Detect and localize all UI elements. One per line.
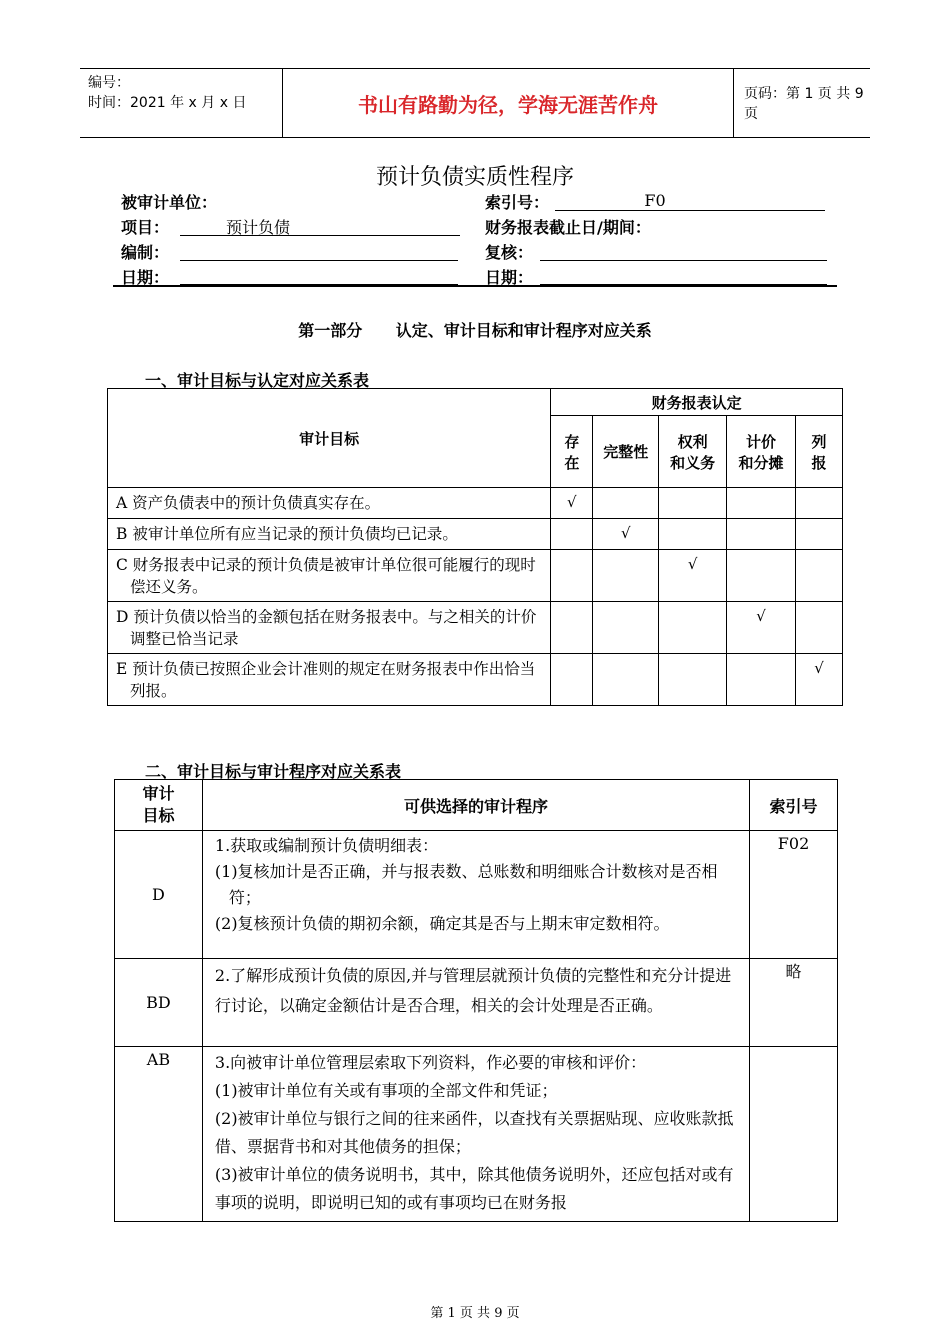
- check-cell: [796, 488, 843, 519]
- goal-text: E 预计负债已按照企业会计准则的规定在财务报表中作出恰当列报。: [108, 654, 551, 706]
- check-cell: √: [796, 654, 843, 706]
- table-row: [108, 654, 843, 706]
- goal-text: D 预计负债以恰当的金额包括在财务报表中。与之相关的计价调整已恰当记录: [108, 602, 551, 654]
- check-cell: [659, 602, 727, 654]
- section2-title: 二、审计目标与审计程序对应关系表: [145, 762, 402, 781]
- check-cell: [551, 654, 593, 706]
- section1-title: 一、审计目标与认定对应关系表: [145, 371, 370, 390]
- procedure-table: [114, 779, 838, 1222]
- check-cell: √: [551, 488, 593, 519]
- date2-label: 日期：: [485, 268, 534, 287]
- check-cell: [593, 488, 659, 519]
- check-cell: [551, 550, 593, 602]
- check-cell: √: [593, 519, 659, 550]
- check-cell: [551, 602, 593, 654]
- part-title: 第一部分 认定、审计目标和审计程序对应关系: [298, 321, 652, 340]
- table-row: [115, 959, 838, 1047]
- table-row: [108, 488, 843, 519]
- col-header-procedure: 可供选择的审计程序: [202, 780, 749, 831]
- check-cell: [796, 550, 843, 602]
- header-page-info: 页码：第 1 页 共 9 页: [744, 86, 864, 122]
- table-row: [108, 602, 843, 654]
- col-header-existence: 存 在: [551, 416, 593, 488]
- number-label: 编号：: [88, 75, 130, 91]
- procedure-text: 1.获取或编制预计负债明细表： (1)复核加计是否正确，并与报表数、总账数和明细账合计数核对是否相符； (2)复核预计负债的期初余额，确定其是否与上期末审定数相符。: [202, 831, 749, 959]
- check-cell: [727, 519, 796, 550]
- goal-code: D: [115, 831, 203, 959]
- col-header-goal: 审计目标: [108, 389, 551, 488]
- prepared-underline: [180, 260, 458, 261]
- index-code: 略: [750, 959, 838, 1047]
- index-underline: [555, 210, 825, 211]
- check-cell: [796, 602, 843, 654]
- reviewed-underline: [540, 260, 827, 261]
- procedure-text: 2.了解形成预计负债的原因,并与管理层就预计负债的完整性和充分计提进行讨论，以确定金额估计是否合理，相关的会计处理是否正确。: [202, 959, 749, 1047]
- col-header-valuation: 计价 和分摊: [727, 416, 796, 488]
- table-row: [108, 519, 843, 550]
- check-cell: [593, 654, 659, 706]
- doc-title: 预计负债实质性程序: [375, 165, 574, 190]
- period-label: 财务报表截止日/期间：: [485, 218, 651, 237]
- table-row: [115, 831, 838, 959]
- check-cell: [659, 654, 727, 706]
- date-label: 日期：: [121, 268, 170, 287]
- page-header: [80, 68, 870, 138]
- header-motto: 书山有路勤为径，学海无涯苦作舟: [282, 69, 734, 137]
- assertion-table: [107, 388, 843, 706]
- col-header-goal: 审计 目标: [115, 780, 203, 831]
- check-cell: [659, 488, 727, 519]
- check-cell: [659, 519, 727, 550]
- check-cell: [727, 550, 796, 602]
- reviewed-label: 复核：: [485, 243, 534, 262]
- index-value: F0: [644, 191, 666, 210]
- audited-unit-label: 被审计单位：: [121, 193, 218, 212]
- goal-code: BD: [115, 959, 203, 1047]
- check-cell: [593, 550, 659, 602]
- goal-text: C 财务报表中记录的预计负债是被审计单位很可能履行的现时偿还义务。: [108, 550, 551, 602]
- col-header-index: 索引号: [750, 780, 838, 831]
- check-cell: [727, 488, 796, 519]
- col-header-assertions: 财务报表认定: [551, 389, 843, 416]
- check-cell: [796, 519, 843, 550]
- col-header-completeness: 完整性: [593, 416, 659, 488]
- check-cell: [727, 654, 796, 706]
- procedure-text: 3.向被审计单位管理层索取下列资料，作必要的审核和评价： (1)被审计单位有关或有事项的全部文件和凭证； (2)被审计单位与银行之间的往来函件，以查找有关票据贴现、应收账款抵借、票据背书和对其他债务的担保； (3)被审计单位的债务说明书，其中，除其他债务说明外，还应包括对或有事项的说明，即说明已知的或有事项均已在财务报: [202, 1047, 749, 1222]
- index-code: F02: [750, 831, 838, 959]
- goal-text: A 资产负债表中的预计负债真实存在。: [108, 488, 551, 519]
- check-cell: √: [659, 550, 727, 602]
- col-header-rights: 权利 和义务: [659, 416, 727, 488]
- header-meta: [80, 69, 282, 137]
- table-row: [115, 1047, 838, 1222]
- time-label: 时间：2021 年 x 月 x 日: [88, 95, 247, 111]
- col-header-presentation: 列 报: [796, 416, 843, 488]
- info-rule: [113, 285, 837, 287]
- project-value: 预计负债: [225, 218, 290, 237]
- check-cell: [551, 519, 593, 550]
- check-cell: √: [727, 602, 796, 654]
- goal-code: AB: [115, 1047, 203, 1222]
- page-footer: 第 1 页 共 9 页: [430, 1306, 520, 1321]
- prepared-label: 编制：: [121, 243, 170, 262]
- index-label: 索引号：: [485, 193, 550, 212]
- check-cell: [593, 602, 659, 654]
- project-label: 项目：: [121, 218, 170, 237]
- project-underline: [180, 235, 460, 236]
- index-code: [750, 1047, 838, 1222]
- table-row: [108, 550, 843, 602]
- goal-text: B 被审计单位所有应当记录的预计负债均已记录。: [108, 519, 551, 550]
